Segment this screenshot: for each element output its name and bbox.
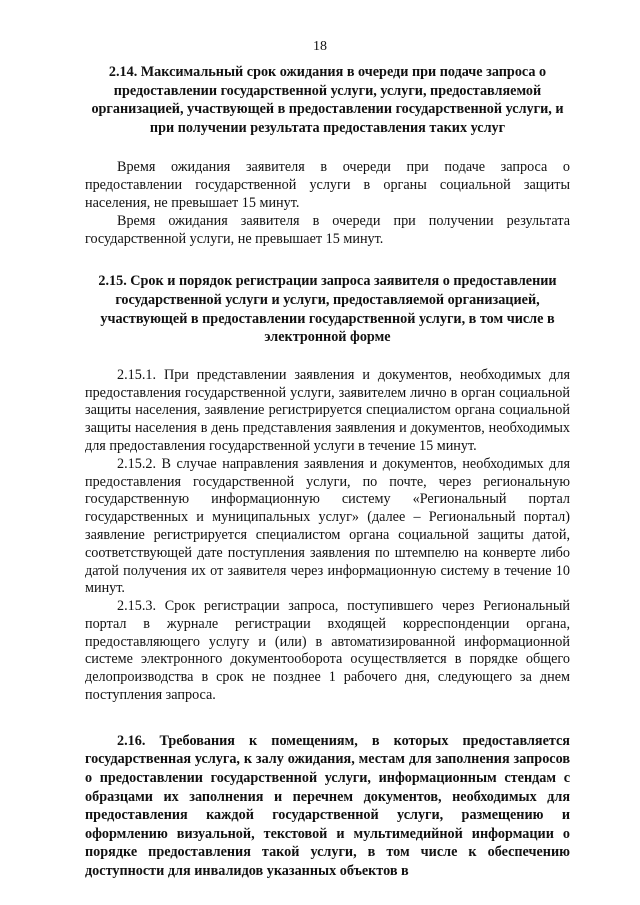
section-heading-2-15: 2.15. Срок и порядок регистрации запроса заявителя о предоставлении государственной услуги и услуги, предоставляемой организацией, участвующей в предоставлении государственной услуги, в том числе в электронной форме <box>98 273 557 346</box>
paragraph: Время ожидания заявителя в очереди при получении результата государственной услуги, не превышает 15 минут. <box>85 212 570 247</box>
paragraph: 2.15.1. При представлении заявления и документов, необходимых для предоставления государственной услуги, заявителем лично в орган социальной защиты населения, заявление регистрируется специалистом органа социальной защиты населения в день представления заявления и документов, необходимых для предоставления государственной услуги в течение 15 минут. <box>85 366 570 454</box>
section-heading-2-14: 2.14. Максимальный срок ожидания в очереди при подаче запроса о предоставлении государственной услуги, услуги, предоставляемой организацией, участвующей в предоставлении государственной услуги, и при получении результата предоставления таких услуг <box>91 64 564 136</box>
paragraph: 2.15.3. Срок регистрации запроса, поступившего через Региональный портал в журнале регистрации входящей корреспонденции органа, предоставляющего услугу и (или) в автоматизированной информационной системе электронного документооборота осуществляется в порядке общего делопроизводства в срок не позднее 1 рабочего дня, следующего за днем поступления запроса. <box>85 598 570 704</box>
paragraph: Время ожидания заявителя в очереди при подаче запроса о предоставлении государственной услуги в органы социальной защиты населения, не превышает 15 минут. <box>85 159 570 211</box>
paragraph: 2.15.2. В случае направления заявления и документов, необходимых для предоставления государственной услуги, по почте, через региональную государственную информационную систему «Региональный портал государственных и муниципальных услуг» (далее – Региональный портал) заявление регистрируется специалистом органа социальной защиты датой, соответствующей дате поступления заявления по штемпелю на конверте либо датой получения их от заявителя через информационную систему в течение 10 минут. <box>85 455 570 597</box>
section-2-16 <box>85 732 570 881</box>
page-number: 18 <box>313 39 327 54</box>
section-2-14 <box>85 63 570 248</box>
page-content <box>85 63 570 881</box>
section-2-15 <box>85 272 570 705</box>
section-heading-2-16: 2.16. Требования к помещениям, в которых предоставляется государственная услуга, к залу ожидания, местам для заполнения запросов о предоставлении государственной услуги, информационным стендам с образцами их заполнения и перечнем документов, необходимых для предоставления каждой государственной услуги, размещению и оформлению визуальной, текстовой и мультимедийной информации о порядке предоставления такой услуги, в том числе к обеспечению доступности для инвалидов указанных объектов в <box>85 732 570 880</box>
